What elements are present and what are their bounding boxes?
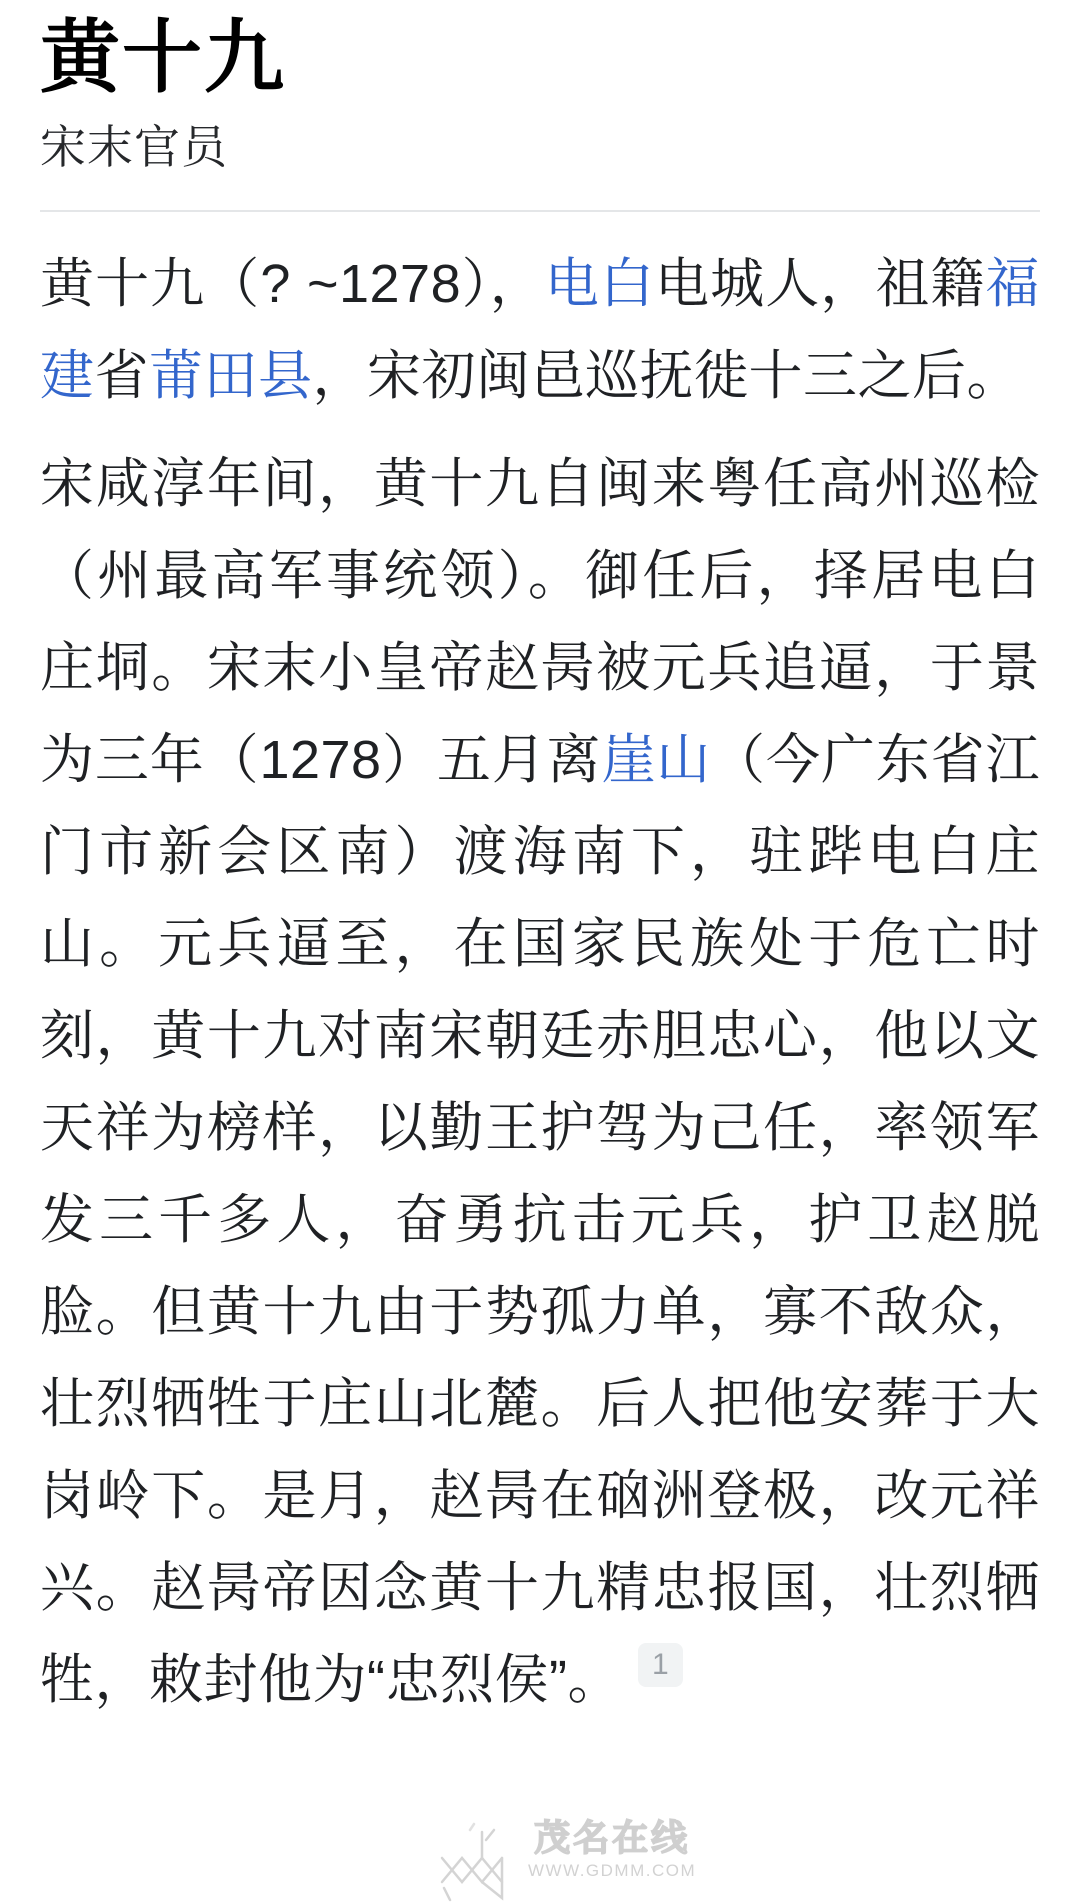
paragraph-text: 黄十九（? ~1278）， (40, 253, 545, 314)
link-fujian[interactable]: 福建 (40, 253, 1041, 406)
paragraph-text: （今广东省江门市新会区南）渡海南下，驻跸电白庄山。元兵逼至，在国家民族处于危亡时刻，黄十九对南宋朝廷赤胆忠心，他以文天祥为榜样，以勤王护驾为己任，率领军发三千多人，奋勇抗击元兵，护卫赵脱脸。但黄十九由于势孤力单，寡不敌众，壮烈牺牲于庄山北麓。后人把他安葬于大岗岭下。是月，赵昺在硇洲登极，改元祥兴。赵昺帝因念黄十九精忠报国，壮烈牺牲，敕封他为“忠烈侯”。 (40, 729, 1041, 1710)
paragraph-text: ，宋初闽邑巡抚徙十三之后。 (312, 345, 1021, 406)
watermark-site-name: 茂名在线 (534, 1817, 691, 1858)
watermark (440, 1817, 697, 1904)
article-paragraph-1 (40, 238, 1040, 422)
watermark-site-url: WWW.GDMM.COM (528, 1861, 697, 1880)
paragraph-text: 电城人，祖籍 (655, 253, 986, 314)
gdmm-lattice-logo-icon (440, 1820, 516, 1904)
article-paragraph-2 (40, 438, 1040, 1726)
watermark-text (528, 1817, 697, 1880)
reference-badge[interactable]: 1 (638, 1643, 683, 1687)
link-yashan[interactable]: 崖山 (601, 729, 712, 790)
link-putian-county[interactable]: 莆田县 (149, 345, 313, 406)
divider (40, 210, 1040, 212)
page-subtitle: 宋末官员 (40, 121, 228, 173)
page-title: 黄十九 (40, 13, 286, 102)
paragraph-text: 省 (94, 345, 149, 406)
link-dianbai[interactable]: 电白 (544, 253, 656, 314)
paragraph-text: 宋咸淳年间，黄十九自闽来粤任高州巡检（州最高军事统领）。御任后，择居电白庄垌。宋末小皇帝赵昺被元兵追逼，于景为三年（1278）五月离 (40, 453, 1040, 790)
